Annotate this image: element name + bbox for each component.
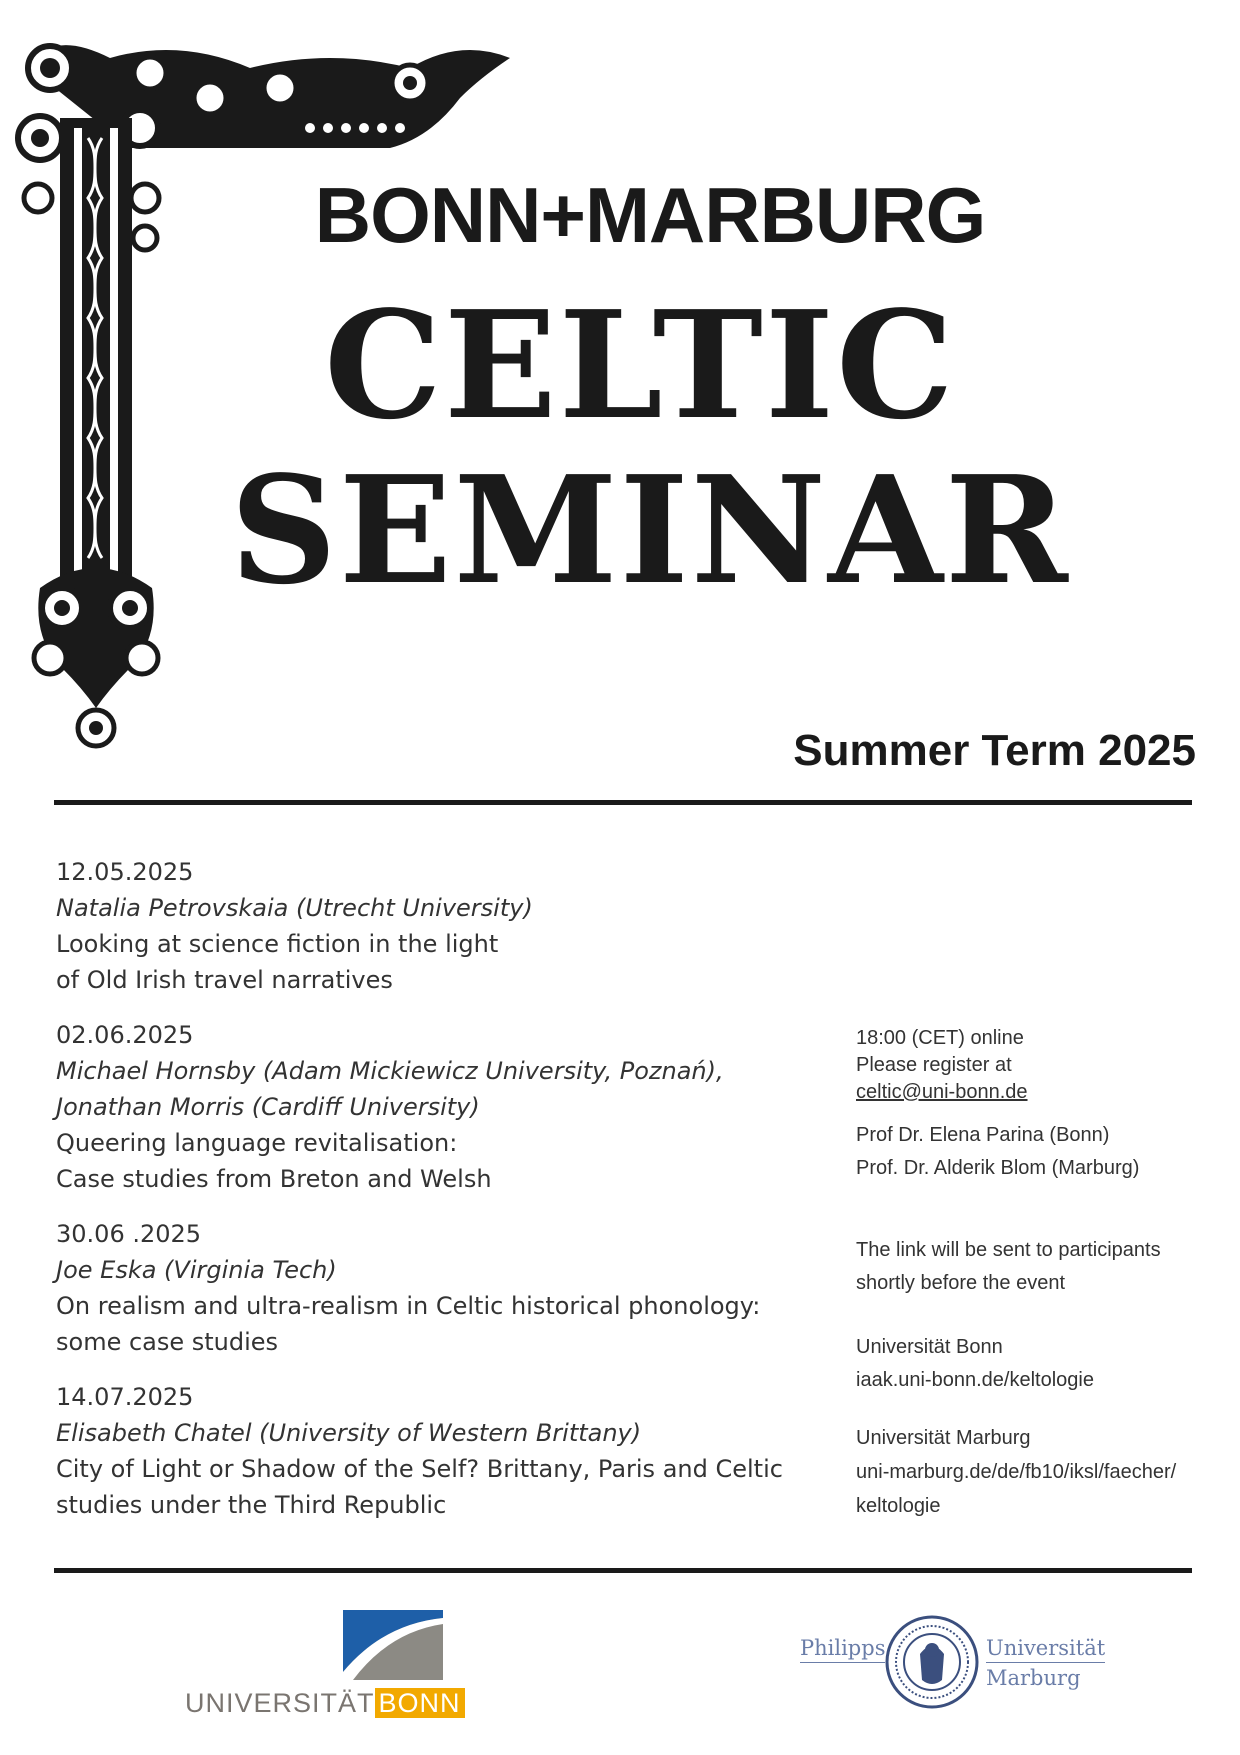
register-note: Please register at (856, 1054, 1012, 1076)
bonn-contact (856, 1331, 1196, 1397)
marburg-logo-city: Marburg (986, 1666, 1081, 1690)
marburg-contact (856, 1421, 1196, 1523)
organizer-marburg: Prof. Dr. Alderik Blom (Marburg) (856, 1157, 1140, 1179)
title-celtic: CELTIC (324, 278, 956, 452)
talk-speaker: Elisabeth Chatel (University of Western Brittany) (56, 1419, 642, 1447)
talk-date: 14.07.2025 (56, 1383, 194, 1411)
talk-topic-line: Looking at science fiction in the light (56, 930, 499, 958)
talk-date: 30.06 .2025 (56, 1220, 202, 1248)
talk-topic-line: Case studies from Breton and Welsh (56, 1165, 492, 1193)
talk-entry (56, 1379, 816, 1523)
talk-speaker: Jonathan Morris (Cardiff University) (56, 1093, 480, 1121)
talk-topic-line: of Old Irish travel narratives (56, 966, 393, 994)
marburg-logo-uni: Universität (986, 1636, 1105, 1663)
talk-entry (56, 1216, 816, 1360)
talk-topic-line: some case studies (56, 1328, 279, 1356)
divider-bottom (54, 1568, 1192, 1573)
talk-entry (56, 1017, 816, 1197)
link-note-line: The link will be sent to participants (856, 1239, 1161, 1261)
organizers (856, 1119, 1196, 1185)
marburg-seal-icon (884, 1614, 980, 1710)
event-info (856, 1025, 1196, 1106)
divider-top (54, 800, 1192, 805)
marburg-url[interactable]: uni-marburg.de/de/fb10/iksl/faecher/ (856, 1461, 1177, 1483)
talk-topic-line: Queering language revitalisation: (56, 1129, 458, 1157)
term-label: Summer Term 2025 (793, 726, 1196, 775)
title-seminar: SEMINAR (230, 443, 1070, 617)
link-note (856, 1234, 1196, 1300)
talk-topic-line: On realism and ultra-realism in Celtic historical phonology: (56, 1292, 761, 1320)
talk-speaker: Joe Eska (Virginia Tech) (56, 1256, 337, 1284)
marburg-url-continued[interactable]: keltologie (856, 1495, 941, 1517)
university-bonn-logo (185, 1610, 461, 1718)
bonn-name: Universität Bonn (856, 1336, 1003, 1358)
bonn-logo-city: BONN (375, 1688, 465, 1718)
talk-speaker: Michael Hornsby (Adam Mickiewicz University, Poznań), (56, 1057, 724, 1085)
event-time: 18:00 (CET) online (856, 1027, 1024, 1049)
bonn-logo-text (185, 1688, 465, 1719)
bonn-url[interactable]: iaak.uni-bonn.de/keltologie (856, 1369, 1094, 1391)
marburg-logo-philipps: Philipps (800, 1636, 885, 1663)
link-note-line: shortly before the event (856, 1272, 1066, 1294)
talk-topic-line: studies under the Third Republic (56, 1491, 447, 1519)
organizer-bonn: Prof Dr. Elena Parina (Bonn) (856, 1124, 1110, 1146)
talk-date: 02.06.2025 (56, 1021, 194, 1049)
talk-speaker: Natalia Petrovskaia (Utrecht University) (56, 894, 533, 922)
bonn-logo-mark-icon (343, 1610, 443, 1680)
email-link[interactable]: celtic@uni-bonn.de (856, 1081, 1028, 1103)
talk-entry (56, 854, 816, 998)
university-marburg-logo (796, 1612, 1106, 1712)
bonn-logo-uni: UNIVERSITÄT (185, 1688, 375, 1718)
header-line: BONN+MARBURG (314, 171, 986, 259)
talk-date: 12.05.2025 (56, 858, 194, 886)
marburg-name: Universität Marburg (856, 1427, 1031, 1449)
talk-topic-line: City of Light or Shadow of the Self? Brittany, Paris and Celtic (56, 1455, 783, 1483)
